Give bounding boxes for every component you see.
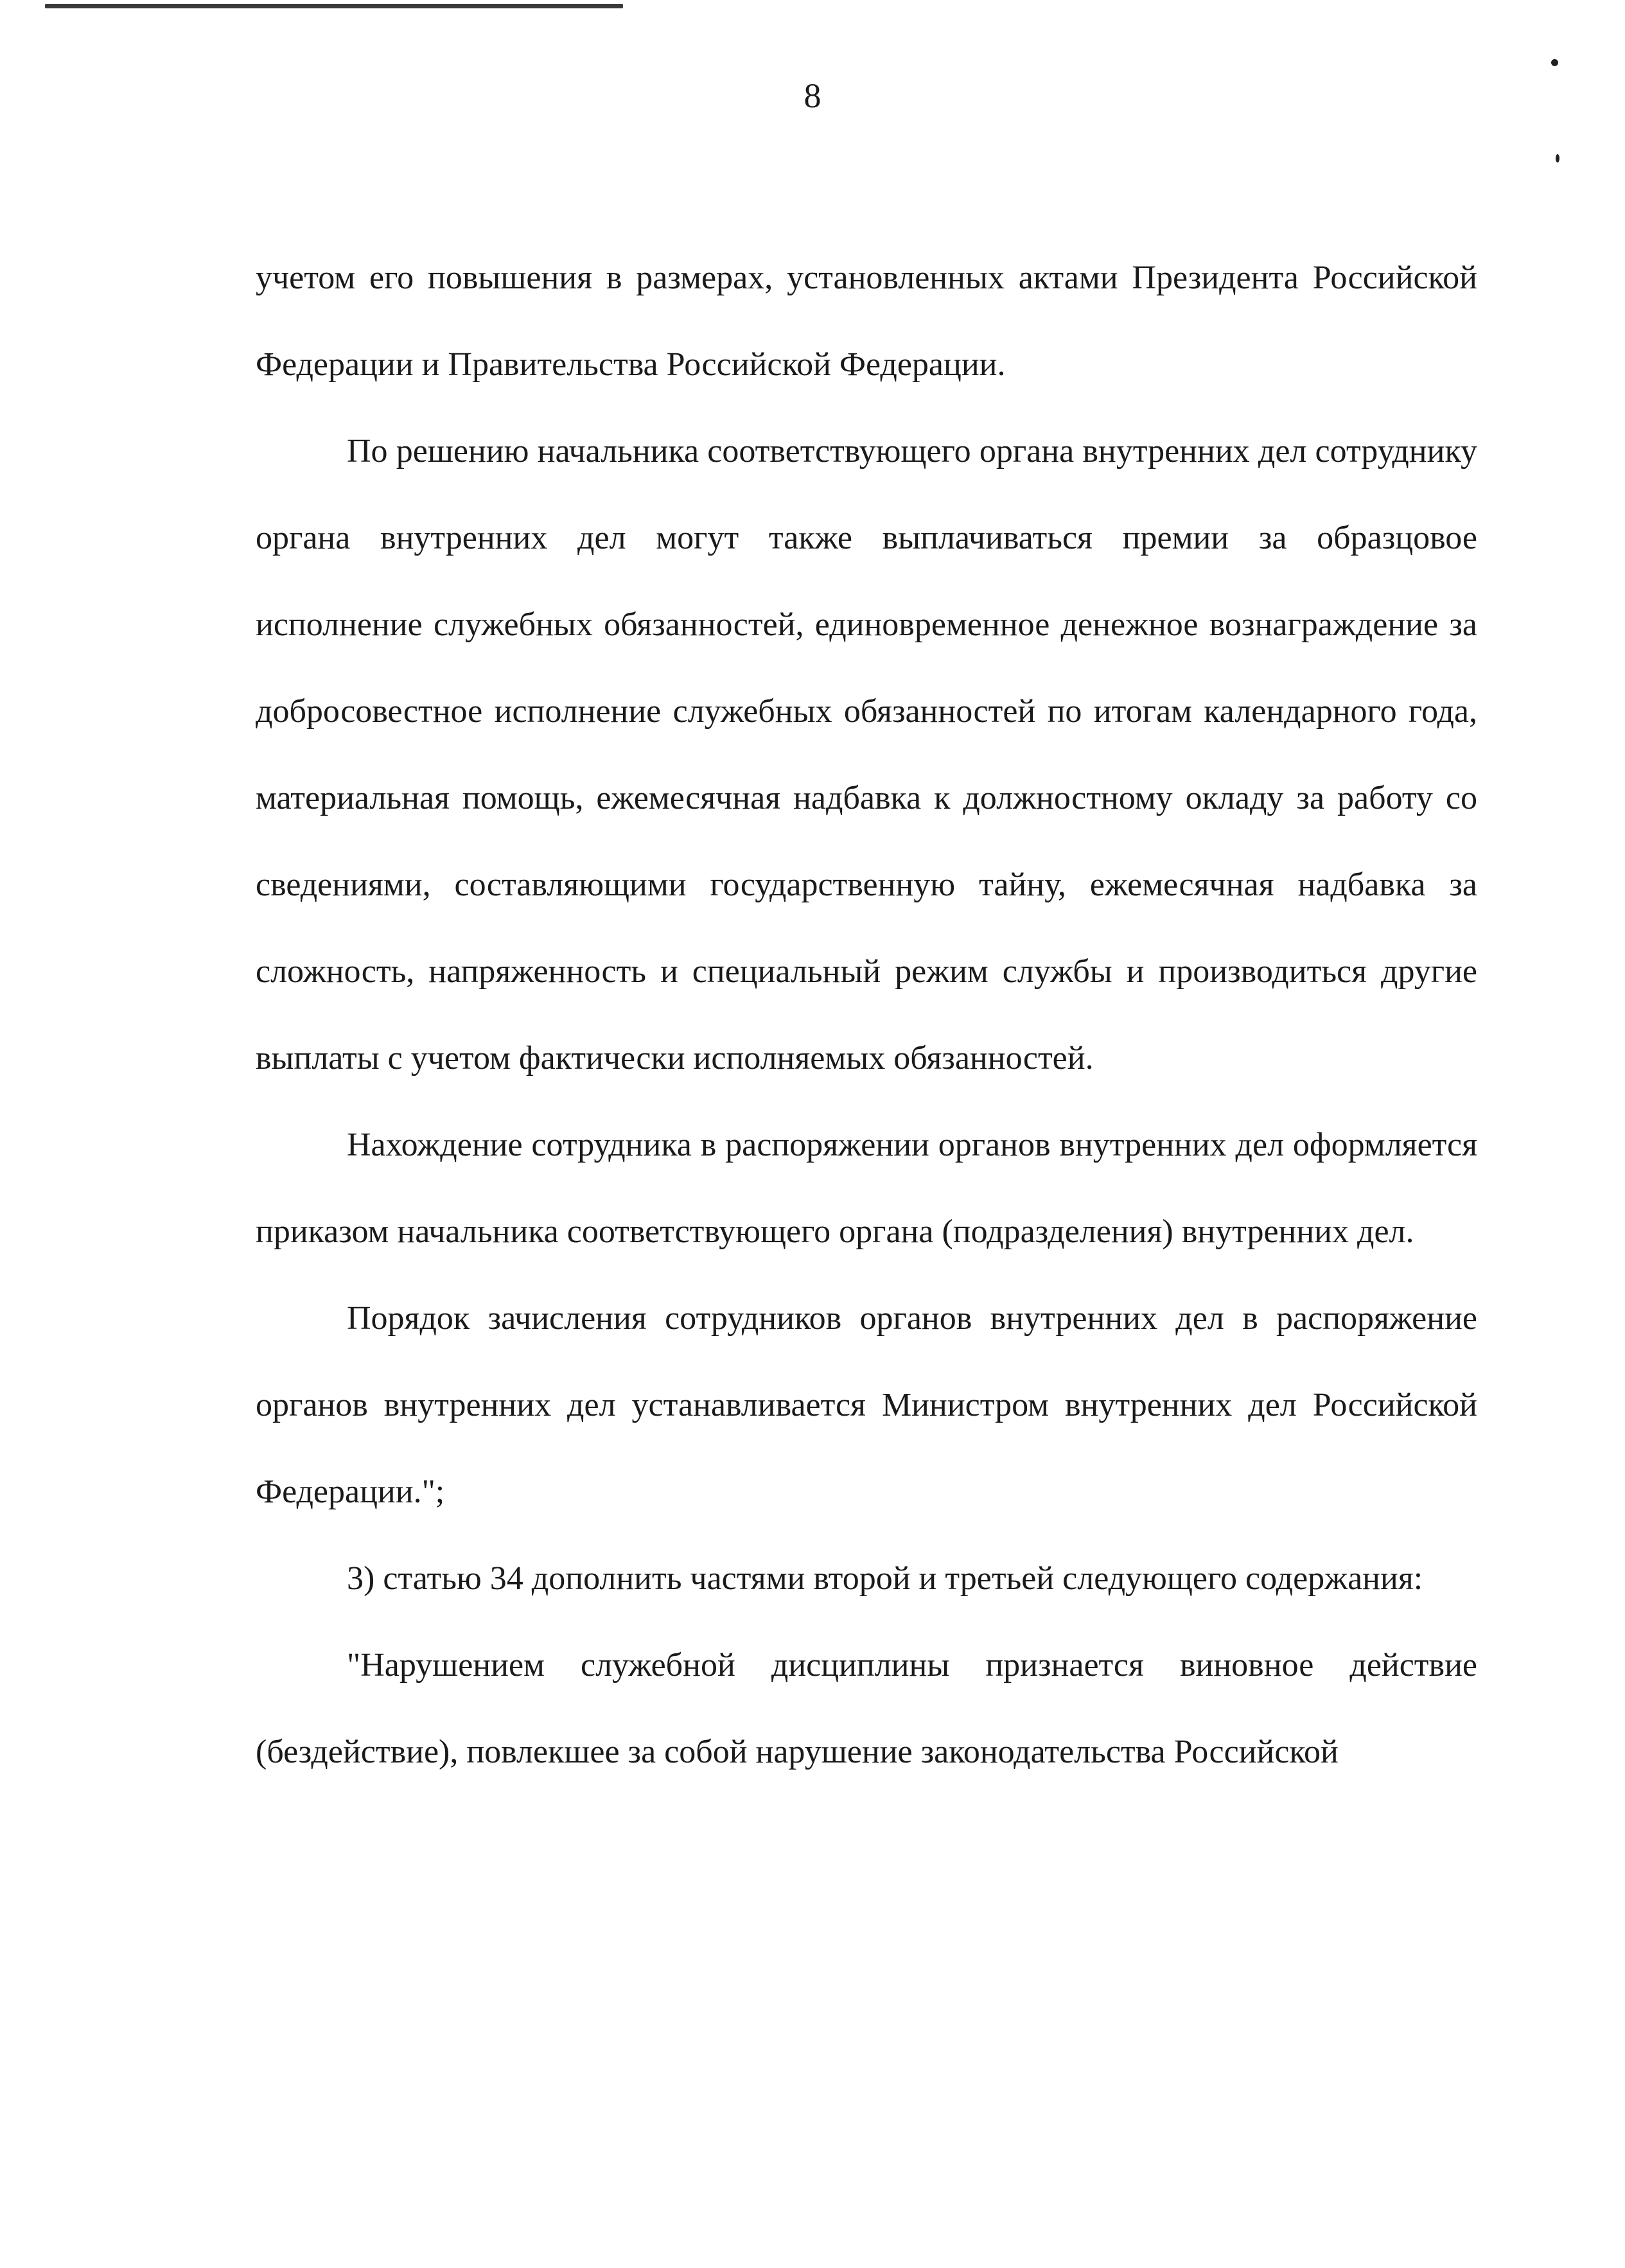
page-number: 8 [804, 76, 821, 115]
scan-speck [1556, 154, 1559, 163]
paragraph: "Нарушением служебной дисциплины признается виновное действие (бездействие), повлекшее за собой нарушение законодательства Российской [256, 1647, 1477, 1770]
paragraph: По решению начальника соответствующего органа внутренних дел сотруднику органа внутренних дел могут также выплачиваться премии за образцовое исполнение служебных обязанностей, единовременное денежное вознаграждение за добросовестное исполнение служебных обязанностей по итогам календарного года, материальная помощь, ежемесячная надбавка к должностному окладу за работу со сведениями, составляющими государственную тайну, ежемесячная надбавка за сложность, напряженность и специальный режим службы и производиться другие выплаты с учетом фактически исполняемых обязанностей. [256, 433, 1477, 1077]
scan-edge-line [45, 4, 623, 8]
paragraph: Нахождение сотрудника в распоряжении органов внутренних дел оформляется приказом начальника соответствующего органа (подразделения) внутренних дел. [256, 1127, 1477, 1250]
paragraph: учетом его повышения в размерах, установленных актами Президента Российской Федерации и Правительства Российской Федерации. [256, 259, 1477, 383]
scan-speck [1551, 59, 1558, 66]
paragraph: Порядок зачисления сотрудников органов внутренних дел в распоряжение органов внутренних дел устанавливается Министром внутренних дел Российской Федерации."; [256, 1300, 1477, 1510]
document-body [256, 234, 1477, 1795]
paragraph: 3) статью 34 дополнить частями второй и третьей следующего содержания: [347, 1560, 1423, 1597]
